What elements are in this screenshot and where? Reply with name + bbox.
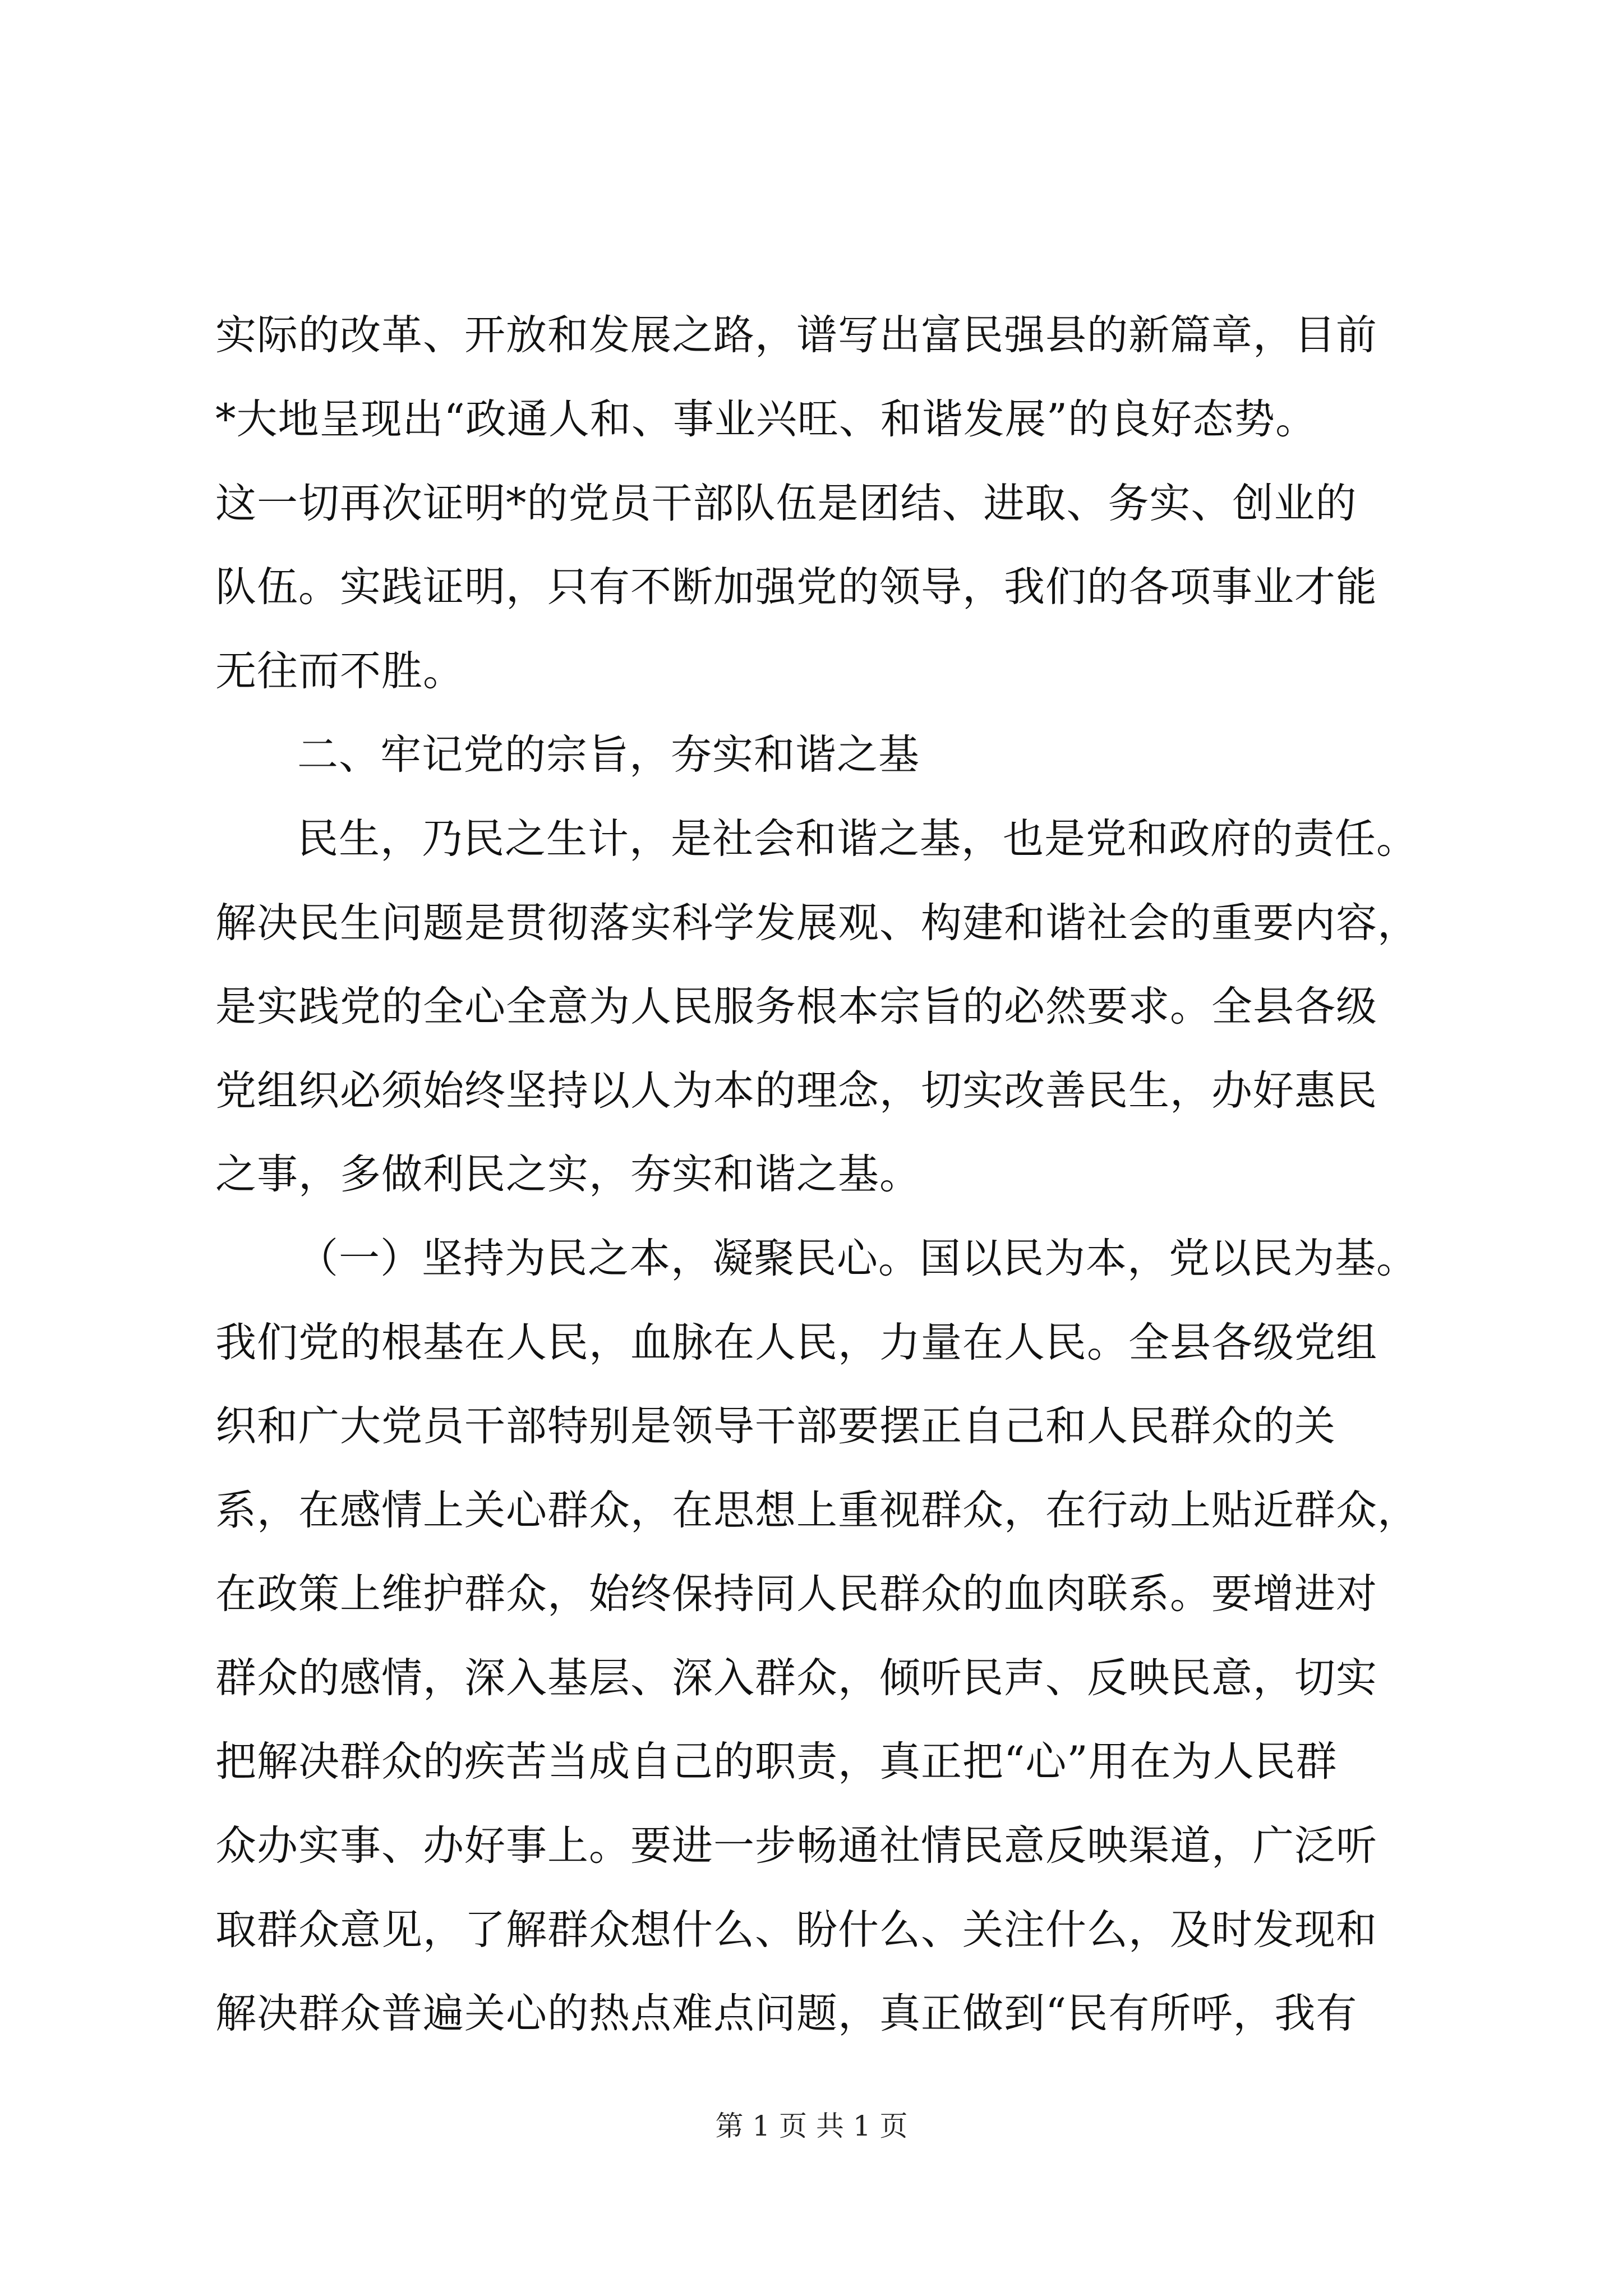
text-line: 实际的改革、开放和发展之路，谱写出富民强县的新篇章，目前: [215, 311, 1377, 359]
text-line: 把解决群众的疾苦当成自己的职责，真正把“心”用在为人民群: [215, 1738, 1338, 1786]
text-line: 党组织必须始终坚持以人为本的理念，切实改善民生，办好惠民: [215, 1067, 1377, 1115]
text-line: 群众的感情，深入基层、深入群众，倾听民声、反映民意，切实: [215, 1654, 1377, 1702]
text-line: 我们党的根基在人民，血脉在人民，力量在人民。全县各级党组: [215, 1319, 1377, 1366]
text-line: 无往而不胜。: [215, 647, 464, 695]
text-line: 取群众意见，了解群众想什么、盼什么、关注什么，及时发现和: [215, 1906, 1377, 1954]
text-line: 解决民生问题是贯彻落实科学发展观、构建和谐社会的重要内容，: [215, 899, 1419, 947]
text-line: 众办实事、办好事上。要进一步畅通社情民意反映渠道，广泛听: [215, 1822, 1377, 1870]
text-line: 民生，乃民之生计，是社会和谐之基，也是党和政府的责任。: [297, 815, 1418, 863]
text-line: （一）坚持为民之本，凝聚民心。国以民为本，党以民为基。: [297, 1235, 1418, 1282]
section-heading: 二、牢记党的宗旨，夯实和谐之基: [297, 731, 920, 779]
page-number-footer: 第 1 页 共 1 页: [715, 2110, 908, 2142]
text-line: *大地呈现出“政通人和、事业兴旺、和谐发展”的良好态势。: [215, 395, 1317, 443]
text-line: 织和广大党员干部特别是领导干部要摆正自己和人民群众的关: [215, 1402, 1336, 1450]
text-line: 在政策上维护群众，始终保持同人民群众的血肉联系。要增进对: [215, 1570, 1377, 1618]
text-line: 队伍。实践证明，只有不断加强党的领导，我们的各项事业才能: [215, 563, 1377, 611]
text-line: 之事，多做利民之实，夯实和谐之基。: [215, 1151, 921, 1198]
text-line: 系，在感情上关心群众，在思想上重视群众，在行动上贴近群众，: [215, 1487, 1419, 1534]
text-line: 是实践党的全心全意为人民服务根本宗旨的必然要求。全县各级: [215, 983, 1377, 1030]
text-line: 解决群众普遍关心的热点难点问题，真正做到“民有所呼，我有: [215, 1990, 1358, 2037]
text-line: 这一切再次证明*的党员干部队伍是团结、进取、务实、创业的: [215, 480, 1357, 527]
